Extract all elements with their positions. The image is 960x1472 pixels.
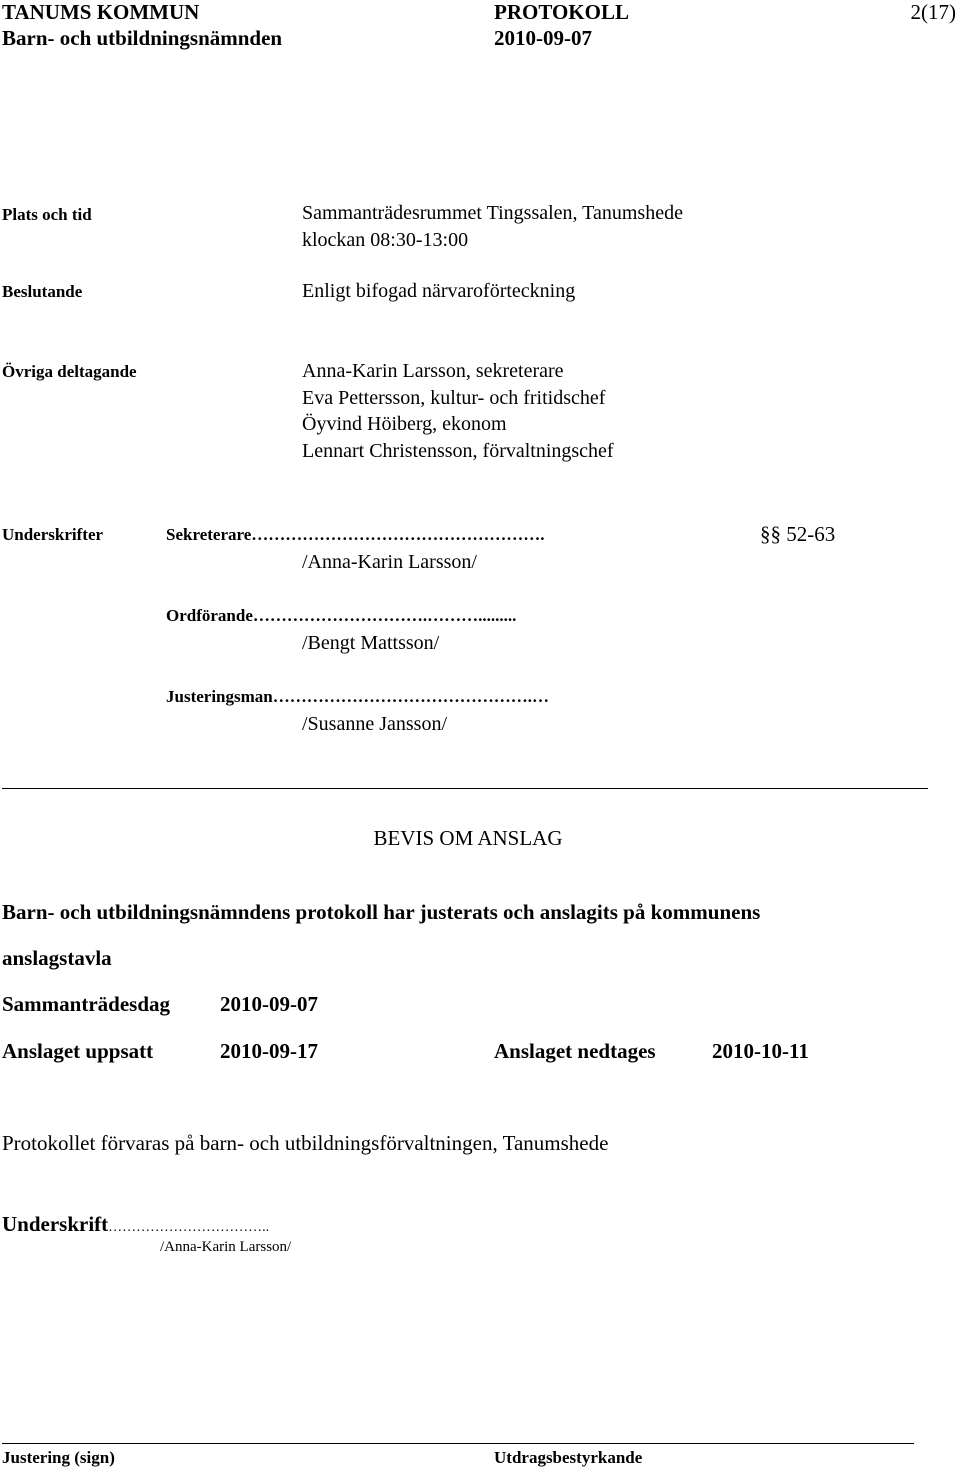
notice-signature-label: Underskrift (2, 1212, 109, 1236)
header-date: 2010-09-07 (494, 26, 592, 50)
notice-statement-line1: Barn- och utbildningsnämndens protokoll har justerats och anslagits på kommunens (2, 900, 761, 924)
removed-label: Anslaget nedtages (494, 1039, 656, 1063)
participant-item: Anna-Karin Larsson, sekreterare (302, 360, 564, 382)
deciding-label: Beslutande (2, 282, 83, 301)
organization-name: TANUMS KOMMUN (2, 0, 200, 24)
others-label: Övriga deltagande (2, 362, 137, 381)
adjuster-signature-line: Justeringsman……………………………………….… (166, 687, 549, 706)
adjust-sign-label: Justering (sign) (2, 1448, 115, 1467)
meeting-date-label: Sammanträdesdag (2, 992, 171, 1016)
notice-signature-dots: …………………………….. (108, 1220, 270, 1235)
notice-title: BEVIS OM ANSLAG (373, 826, 563, 850)
participant-item: Eva Pettersson, kultur- och fritidschef (302, 387, 606, 409)
removed-date: 2010-10-11 (712, 1039, 809, 1063)
meeting-date-value: 2010-09-07 (220, 992, 318, 1016)
section-divider (2, 788, 928, 789)
page-number: 2(17) (910, 0, 956, 24)
committee-name: Barn- och utbildningsnämnden (2, 26, 283, 50)
footer-divider (2, 1443, 914, 1444)
chair-name: /Bengt Mattsson/ (302, 632, 440, 654)
chair-signature-line: Ordförande………………………….………......... (166, 606, 517, 625)
participant-item: Öyvind Höiberg, ekonom (302, 413, 507, 435)
certified-label: Utdragsbestyrkande (494, 1448, 643, 1467)
secretary-signature-line: Sekreterare……………………………………………. (166, 525, 545, 544)
paragraph-range: §§ 52-63 (760, 522, 836, 546)
notice-signature-line (2, 1211, 269, 1241)
place-value-line2: klockan 08:30-13:00 (302, 229, 469, 251)
posted-label: Anslaget uppsatt (2, 1039, 154, 1063)
secretary-name: /Anna-Karin Larsson/ (302, 551, 477, 573)
deciding-value: Enligt bifogad närvaroförteckning (302, 280, 576, 302)
storage-statement: Protokollet förvaras på barn- och utbildningsförvaltningen, Tanumshede (2, 1131, 609, 1155)
document-type: PROTOKOLL (494, 0, 629, 24)
notice-statement-line2: anslagstavla (2, 946, 112, 970)
place-label: Plats och tid (2, 205, 92, 224)
notice-signature-name: /Anna-Karin Larsson/ (160, 1239, 292, 1255)
adjuster-name: /Susanne Jansson/ (302, 713, 447, 735)
place-value-line1: Sammanträdesrummet Tingssalen, Tanumshede (302, 202, 683, 224)
signatures-label: Underskrifter (2, 525, 104, 544)
posted-date: 2010-09-17 (220, 1039, 318, 1063)
participant-item: Lennart Christensson, förvaltningschef (302, 440, 614, 462)
